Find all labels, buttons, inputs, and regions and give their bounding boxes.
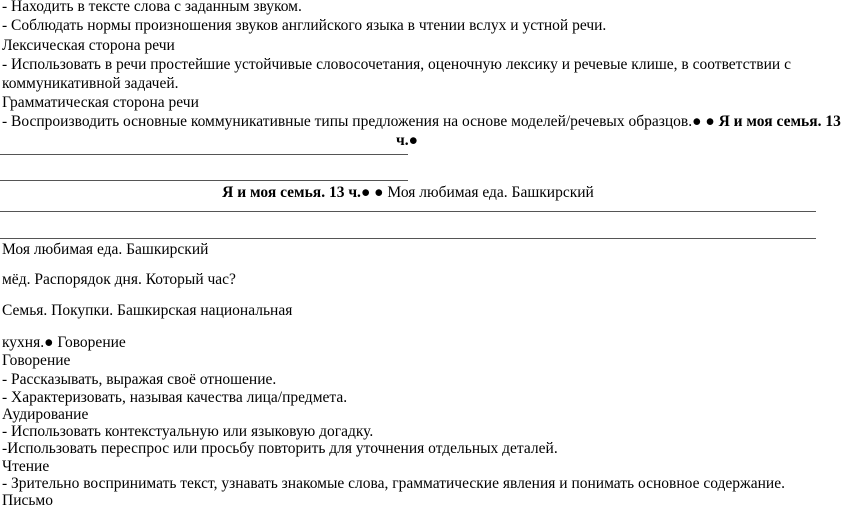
text-line: - Использовать контекстуальную или языковую догадку. [2, 423, 374, 440]
bullet-marks: ● ● [360, 184, 388, 201]
text-line: - Использовать в речи простейшие устойчивые словосочетания, оценочную лексику и речевые клише, в соответствии с [2, 56, 791, 73]
separator-line [0, 238, 816, 239]
text-line [2, 333, 126, 352]
text-line: коммуникативной задачей. [2, 75, 179, 92]
text-line: - Соблюдать нормы произношения звуков английского языка в чтении вслух и устной речи. [2, 17, 607, 34]
bold-heading: ч. [396, 132, 409, 149]
text-line: - Рассказывать, выражая своё отношение. [2, 371, 277, 388]
separator-line [0, 180, 408, 181]
text-line: - Зрительно воспринимать текст, узнавать знакомые слова, грамматические явления и понимать основное содержание. [2, 475, 785, 492]
section-heading: Грамматическая сторона речи [2, 94, 199, 111]
separator-line [0, 154, 408, 155]
text-line: - Находить в тексте слова с заданным звуком. [2, 0, 302, 15]
bold-heading: Я и моя семья. 13 [718, 113, 841, 130]
text-line: Семья. Покупки. Башкирская национальная [2, 302, 293, 319]
text-segment: - Воспроизводить основные коммуникативные типы предложения на основе моделей/речевых образцов. [2, 113, 693, 130]
text-line: мёд. Распорядок дня. Который час? [2, 271, 236, 288]
section-heading: Лексическая сторона речи [2, 37, 175, 54]
bullet-mark: ● [44, 334, 54, 351]
centered-heading [0, 183, 816, 202]
bullet-mark: ● [408, 132, 418, 149]
section-heading: Письмо [2, 492, 53, 509]
text-line: - Характеризовать, называя качества лица/предмета. [2, 389, 348, 406]
bold-heading: Я и моя семья. 13 ч. [222, 184, 361, 201]
text-segment: Говорение [53, 334, 126, 351]
text-segment: Моя любимая еда. Башкирский [387, 184, 594, 201]
text-segment: кухня. [2, 334, 45, 351]
section-heading: Чтение [2, 458, 50, 475]
text-line: -Использовать переспрос или просьбу повторить для уточнения отдельных деталей. [2, 440, 558, 457]
text-line [2, 112, 841, 131]
section-heading: Аудирование [2, 406, 89, 423]
separator-line [0, 211, 816, 212]
text-line [396, 131, 418, 150]
bullet-marks: ● ● [692, 113, 719, 130]
section-heading: Говорение [2, 352, 71, 369]
text-line: Моя любимая еда. Башкирский [2, 241, 209, 258]
